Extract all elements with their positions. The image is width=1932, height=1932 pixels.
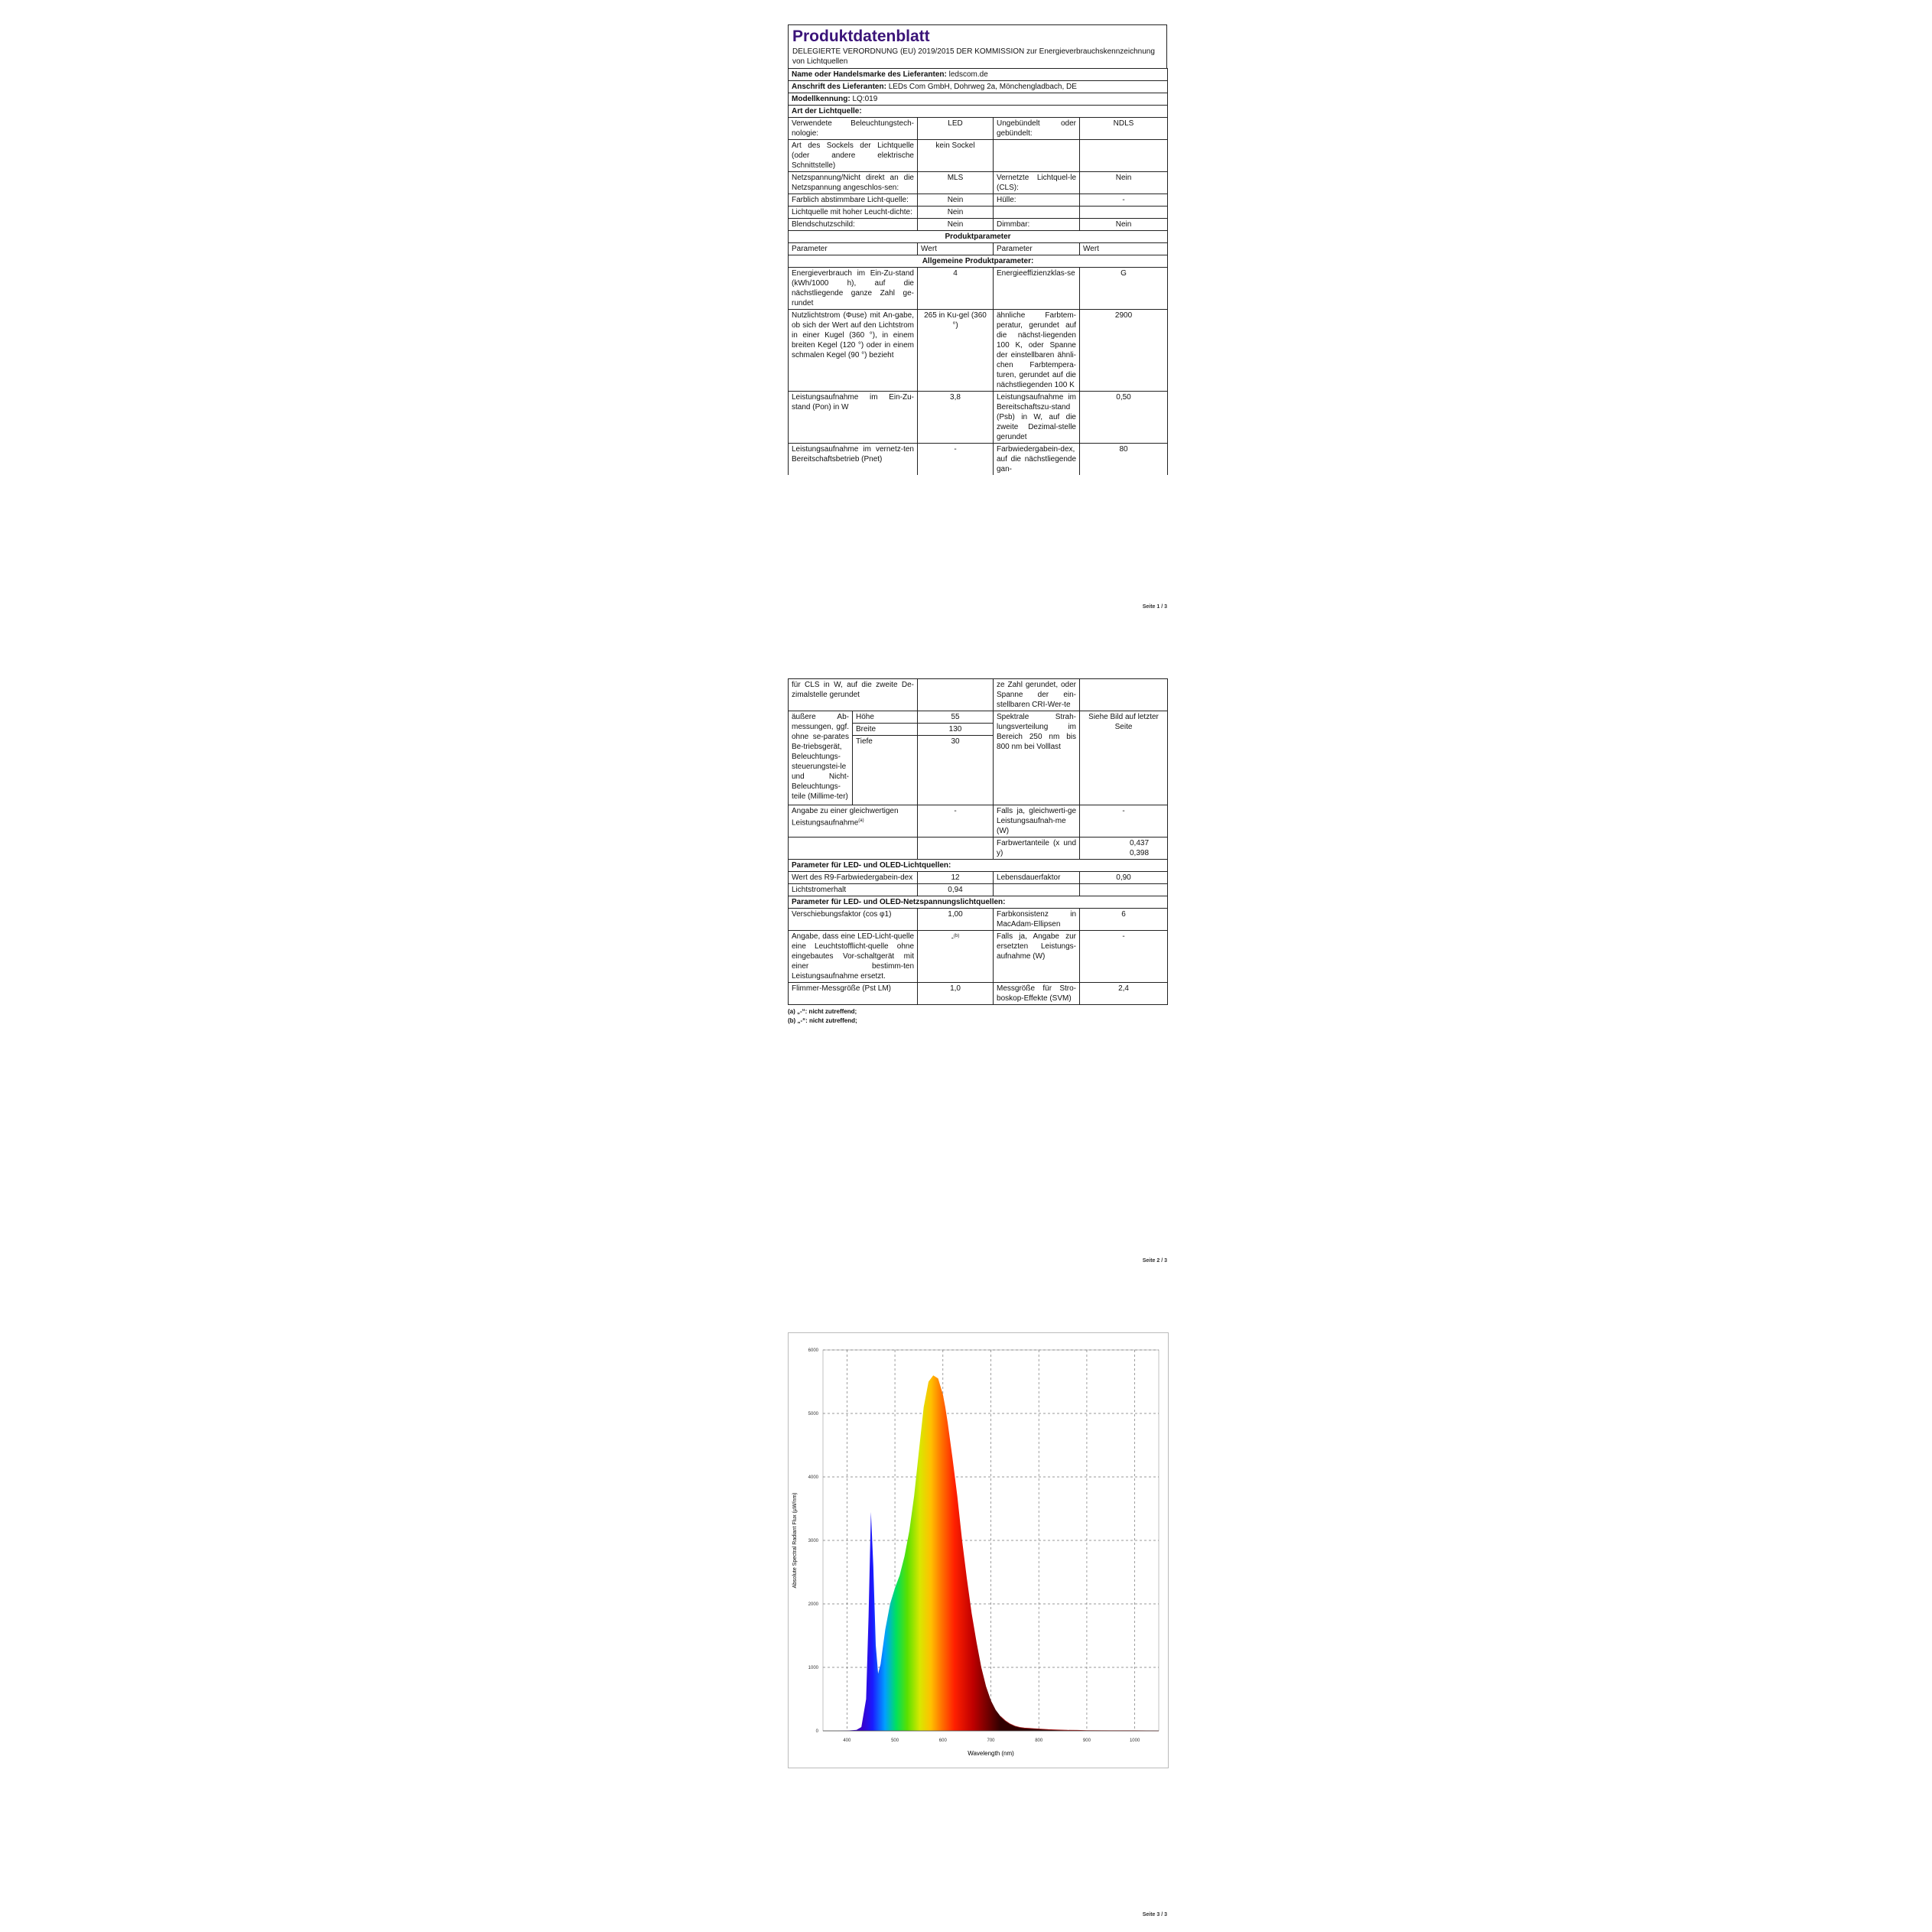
param-label: Nutzlichtstrom (Φuse) mit An-gabe, ob sich der Wert auf den Lichtstrom in einer Kugel (360 °), in einem breiten Kegel (120 °) oder in einem schmalen Kegel (90 °) bezieht: [789, 310, 918, 392]
param-value: [918, 931, 994, 983]
param-label: ähnliche Farbtem-peratur, gerundet auf die nächst-liegenden 100 K, oder Spanne der einstellbaren ähnli-chen Farbtempera-turen, gerundet auf die nächstliegenden 100 K: [994, 310, 1080, 392]
table-row: [789, 207, 1168, 219]
model-value: LQ:019: [852, 95, 878, 103]
y-tick-label: 3000: [808, 1539, 818, 1543]
supplier-name-label: Name oder Handelsmarke des Lieferanten:: [792, 70, 947, 79]
table-row: [789, 172, 1168, 194]
dimension-name: Breite: [853, 724, 918, 736]
param-label: Farbwertanteile (x und y): [994, 838, 1080, 860]
dimension-name: Tiefe: [853, 736, 918, 805]
param-value: [918, 679, 994, 711]
param-label: Lichtstromerhalt: [789, 884, 918, 896]
title-block: [788, 24, 1167, 68]
param-value: [1080, 838, 1168, 860]
param-value: -: [918, 444, 994, 476]
param-value: 3,8: [918, 392, 994, 444]
param-value: NDLS: [1080, 118, 1168, 140]
product-table-part-1: [788, 68, 1168, 475]
param-label: [789, 805, 918, 838]
param-value: MLS: [918, 172, 994, 194]
table-row: [789, 838, 1168, 860]
supplier-address-value: LEDs Com GmbH, Dohrweg 2a, Mönchengladbach, DE: [888, 83, 1077, 91]
table-row: [789, 118, 1168, 140]
param-label: Energieverbrauch im Ein-Zu-stand (kWh/1000 h), auf die nächstliegende ganze Zahl ge-rundet: [789, 268, 918, 310]
param-value: Nein: [1080, 172, 1168, 194]
param-value: [1080, 140, 1168, 172]
footnote-a: (a) „-“: nicht zutreffend;: [788, 1008, 857, 1015]
table-row: [789, 872, 1168, 884]
param-value: 265 in Ku-gel (360 °): [918, 310, 994, 392]
col-header-value: Wert: [918, 243, 994, 255]
model-row: [789, 93, 1168, 106]
param-label: Ungebündelt oder gebündelt:: [994, 118, 1080, 140]
replace-value: -: [951, 934, 955, 943]
col-header-param: Parameter: [789, 243, 918, 255]
y-tick-label: 4000: [808, 1475, 818, 1480]
param-value: -: [1080, 194, 1168, 207]
param-value: [918, 838, 994, 860]
chroma-x: 0,437: [1129, 839, 1150, 847]
page-3: [788, 1332, 1167, 1917]
light-type-heading: Art der Lichtquelle:: [789, 106, 1168, 118]
spectral-value: Siehe Bild auf letzter Seite: [1080, 711, 1168, 805]
spectrum-svg: [789, 1333, 1168, 1768]
param-value: 80: [1080, 444, 1168, 476]
table-row: [789, 444, 1168, 476]
param-label: Vernetzte Lichtquel-le (CLS):: [994, 172, 1080, 194]
x-tick-label: 600: [938, 1738, 947, 1743]
param-label: Hülle:: [994, 194, 1080, 207]
param-label: für CLS in W, auf die zweite De-zimalstelle gerundet: [789, 679, 918, 711]
param-label: Angabe, dass eine LED-Licht-quelle eine Leuchtstofflicht-quelle ohne eingebautes Vor-schaltgerät mit einer bestimm-ten Leistungsaufnahme ersetzt.: [789, 931, 918, 983]
param-value: 1,00: [918, 909, 994, 931]
page-1: [788, 24, 1167, 621]
param-label: [994, 207, 1080, 219]
equiv-label: Angabe zu einer gleichwertigen Leistungsaufnahme: [792, 807, 899, 828]
table-row: [789, 983, 1168, 1005]
page-subtitle: DELEGIERTE VERORDNUNG (EU) 2019/2015 DER KOMMISSION zur Energieverbrauchskennzeichnung von Lichtquellen: [792, 47, 1155, 66]
param-value: Nein: [918, 219, 994, 231]
param-label: Lebensdauerfaktor: [994, 872, 1080, 884]
param-label: Blendschutzschild:: [789, 219, 918, 231]
product-table-part-2: [788, 678, 1168, 1005]
dimension-name: Höhe: [853, 711, 918, 724]
param-value: 0,50: [1080, 392, 1168, 444]
param-value: [1080, 884, 1168, 896]
supplier-address-row: [789, 81, 1168, 93]
param-value: 1,0: [918, 983, 994, 1005]
table-row: [789, 931, 1168, 983]
col-header-value: Wert: [1080, 243, 1168, 255]
param-value: G: [1080, 268, 1168, 310]
param-label: Falls ja, gleichwerti-ge Leistungsaufnah-me (W): [994, 805, 1080, 838]
supplier-name-value: ledscom.de: [948, 70, 988, 79]
x-tick-label: 900: [1082, 1738, 1091, 1743]
page-footer: Seite 2 / 3: [1142, 1258, 1167, 1264]
table-row: [789, 679, 1168, 711]
param-label: Leistungsaufnahme im vernetz-ten Bereitschaftsbetrieb (Pnet): [789, 444, 918, 476]
param-value: kein Sockel: [918, 140, 994, 172]
param-label: Leistungsaufnahme im Ein-Zu-stand (Pon) in W: [789, 392, 918, 444]
param-label: Verschiebungsfaktor (cos φ1): [789, 909, 918, 931]
param-value: [1080, 679, 1168, 711]
table-row: [789, 909, 1168, 931]
led-params-heading: Parameter für LED- und OLED-Lichtquellen:: [789, 860, 1168, 872]
footnote-b: (b) „-“: nicht zutreffend;: [788, 1017, 857, 1024]
param-value: LED: [918, 118, 994, 140]
footnote-ref: (b): [954, 934, 960, 938]
param-value: -: [1080, 805, 1168, 838]
param-label: Leistungsaufnahme im Bereitschaftszu-stand (Psb) in W, auf die zweite Dezimal-stelle gerundet: [994, 392, 1080, 444]
param-value: [1080, 207, 1168, 219]
product-params-heading: Produktparameter: [789, 231, 1168, 243]
param-value: 0,90: [1080, 872, 1168, 884]
param-value: 2,4: [1080, 983, 1168, 1005]
param-value: -: [1080, 931, 1168, 983]
dimension-value: 30: [918, 736, 994, 805]
param-label: Energieeffizienzklas-se: [994, 268, 1080, 310]
y-axis-label: Absolute Spectral Radiant Flux (µW/nm): [792, 1492, 798, 1589]
param-value: 4: [918, 268, 994, 310]
param-label: Farblich abstimmbare Licht-quelle:: [789, 194, 918, 207]
table-row: [789, 219, 1168, 231]
x-axis-label: Wavelength (nm): [968, 1750, 1014, 1757]
footnote-ref: (a): [858, 818, 864, 823]
param-value: 6: [1080, 909, 1168, 931]
param-label: [994, 884, 1080, 896]
x-tick-label: 500: [891, 1738, 899, 1743]
param-label: ze Zahl gerundet, oder Spanne der ein-stellbaren CRI-Wer-te: [994, 679, 1080, 711]
page-footer: Seite 1 / 3: [1142, 604, 1167, 610]
x-tick-label: 800: [1035, 1738, 1043, 1743]
param-value: Nein: [918, 207, 994, 219]
dimensions-row: [789, 711, 1168, 724]
param-label: [994, 140, 1080, 172]
table-row: [789, 392, 1168, 444]
param-label: Netzspannung/Nicht direkt an die Netzspannung angeschlos-sen:: [789, 172, 918, 194]
column-header-row: [789, 243, 1168, 255]
param-label: Dimmbar:: [994, 219, 1080, 231]
table-row: [789, 140, 1168, 172]
supplier-name-row: [789, 69, 1168, 81]
param-label: [789, 838, 918, 860]
footnotes: [788, 1007, 1167, 1026]
param-value: Nein: [918, 194, 994, 207]
y-tick-label: 6000: [808, 1348, 818, 1353]
page-2: [788, 678, 1167, 1264]
param-value: 12: [918, 872, 994, 884]
spectral-label: Spektrale Strah-lungsverteilung im Bereich 250 nm bis 800 nm bei Volllast: [994, 711, 1080, 805]
param-label: Wert des R9-Farbwiedergabein-dex: [789, 872, 918, 884]
param-value: 0,94: [918, 884, 994, 896]
table-row: [789, 268, 1168, 310]
chroma-y: 0,398: [1129, 849, 1150, 857]
general-params-heading: Allgemeine Produktparameter:: [789, 255, 1168, 268]
y-tick-label: 5000: [808, 1412, 818, 1416]
param-label: Verwendete Beleuchtungstech-nologie:: [789, 118, 918, 140]
dimensions-label: äußere Ab-messungen, ggf. ohne se-parates Be-triebsgerät, Beleuchtungs-steuerungstei-le und Nicht-Beleuchtungs-teile (Millime-ter): [789, 711, 853, 805]
y-tick-label: 2000: [808, 1602, 818, 1607]
param-label: Falls ja, Angabe zur ersetzten Leistungs-aufnahme (W): [994, 931, 1080, 983]
y-tick-label: 0: [815, 1729, 818, 1734]
table-row: [789, 194, 1168, 207]
param-value: 2900: [1080, 310, 1168, 392]
col-header-param: Parameter: [994, 243, 1080, 255]
param-value: Nein: [1080, 219, 1168, 231]
param-label: Farbwiedergabein-dex, auf die nächstliegende gan-: [994, 444, 1080, 476]
param-label: Farbkonsistenz in MacAdam-Ellipsen: [994, 909, 1080, 931]
param-label: Lichtquelle mit hoher Leucht-dichte:: [789, 207, 918, 219]
x-tick-label: 1000: [1129, 1738, 1140, 1743]
dimension-value: 130: [918, 724, 994, 736]
table-row: [789, 310, 1168, 392]
y-tick-label: 1000: [808, 1666, 818, 1670]
param-label: Flimmer-Messgröße (Pst LM): [789, 983, 918, 1005]
param-value: -: [918, 805, 994, 838]
supplier-address-label: Anschrift des Lieferanten:: [792, 83, 886, 91]
x-tick-label: 400: [843, 1738, 851, 1743]
table-row: [789, 884, 1168, 896]
page-footer: Seite 3 / 3: [1142, 1912, 1167, 1917]
dimension-value: 55: [918, 711, 994, 724]
param-label: Messgröße für Stro-boskop-Effekte (SVM): [994, 983, 1080, 1005]
table-row: [789, 805, 1168, 838]
model-label: Modellkennung:: [792, 95, 851, 103]
mains-params-heading: Parameter für LED- und OLED-Netzspannungslichtquellen:: [789, 896, 1168, 909]
param-label: Art des Sockels der Lichtquelle (oder andere elektrische Schnittstelle): [789, 140, 918, 172]
page-title: Produktdatenblatt: [792, 28, 930, 45]
x-tick-label: 700: [987, 1738, 995, 1743]
spectrum-chart: [788, 1332, 1169, 1768]
